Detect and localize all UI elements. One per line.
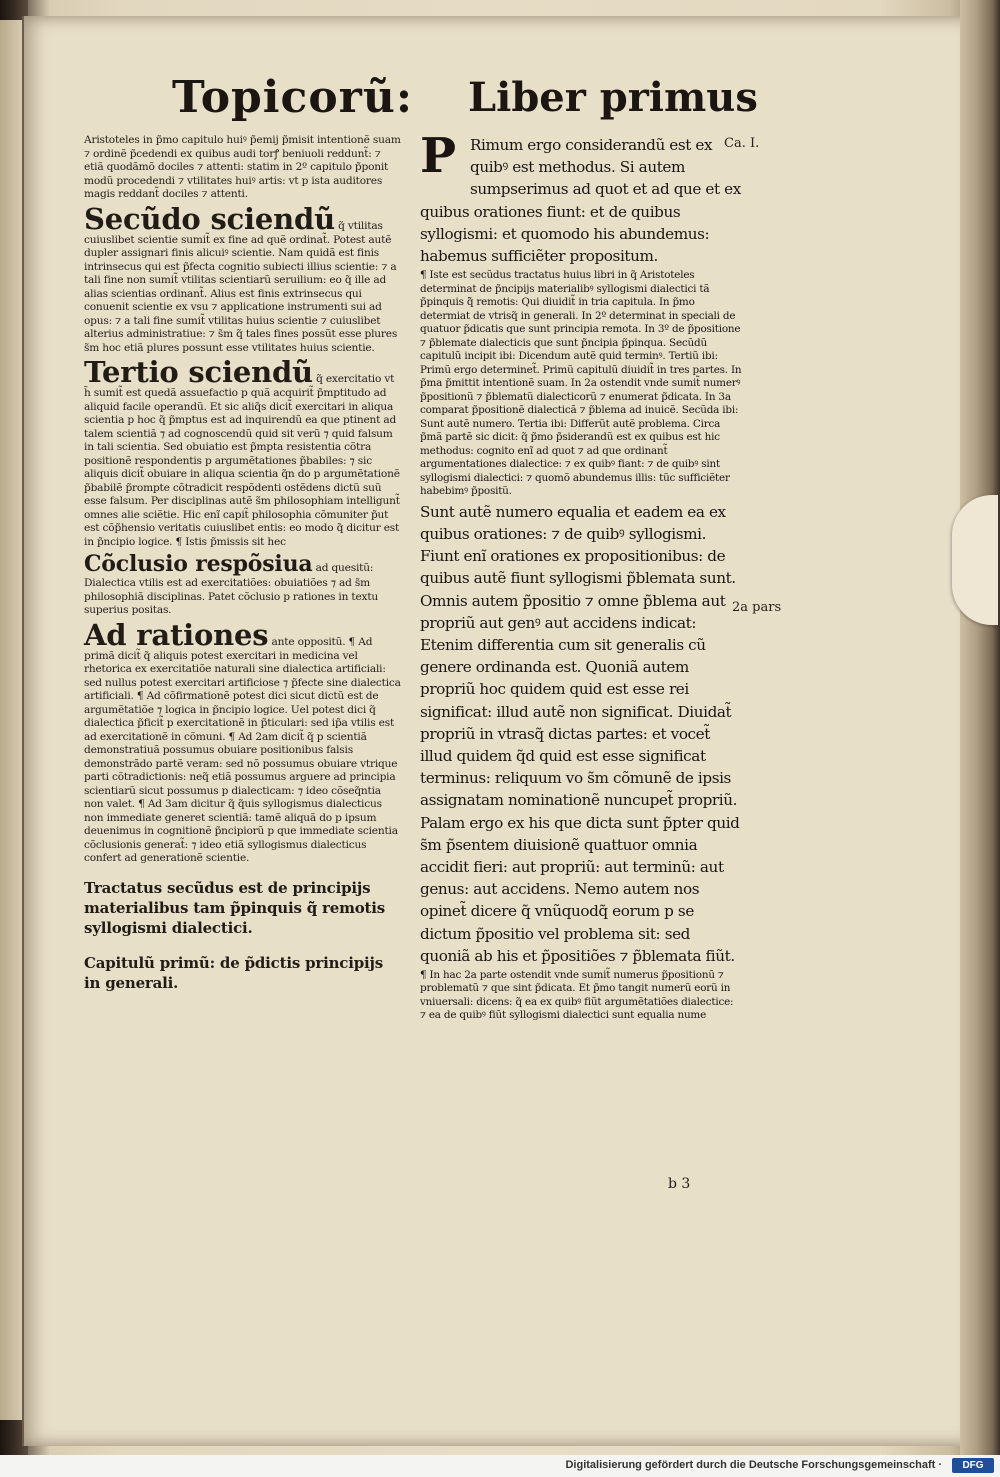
dfg-logo: DFG [952,1458,994,1473]
capitulum-heading: Capitulũ primũ: de p̃dictis principijs in generali. [84,953,383,992]
commentary-column [84,134,402,1008]
section-conclusio [84,551,402,618]
tractatus-heading: Tractatus secũdus est de principijs materialibus tam p̃pinquis q̃̃ remotis syllogismi dialectici. [84,878,386,937]
intro-paragraph: Aristoteles in p̃mo capitulo huiꝰ p̃emij p̃misit intentionẽ suam ⁊ ordinẽ p̃cedendi ex quibus audi torꝭ beniuoli reddunt̃: ⁊ etiã quodãmõ dociles ⁊ attenti: statim in 2º capitulo p̃ponit modũ procedendi ⁊ vtilitates huiꝰ artis: vt p ista auditores magis reddant̃ dociles ⁊ attenti. [84,134,401,200]
margin-pars-note: 2a pars [732,600,782,615]
rationes-text: ante oppositũ. ¶ Ad primã dicit̃ q̃ aliquis potest exercitari in medicina vel rhetorica ex exercitatiõe naturali sine dialectica artificiali: sed nullus potest exercitari artificiose ⁊ p̃fecte sine dialectica artificiali. ¶ Ad cõfirmationẽ potest dici sicut dictũ est de argumẽtatiõe ⁊ logica in p̃ncipio logice. Uel potest dici q̃ dialectica p̃ficit̃ p exercitationẽ in p̃ticulari: sed ip̃a vtilis est ad exercitationẽ in cõmuni. ¶ Ad 2am dicit̃ q̃ p scientiã demonstratiuã possumus obuiare positionibus falsis demonstrãdo partẽ veram: sed nõ possumus obuiare vtrique parti cõtradictionis: neq̃ etiã possumus arguere ad principia scientiarũ sicut possumus p dialecticam: ⁊ ideo cõseq̃ntia non valet. ¶ Ad 3am dicitur q̃ q̃uis syllogismus dialecticus non immediate generet scientiã: tamẽ aliquã do p ipsum deuenimus in cognitionẽ p̃ncipiorũ p que immediate scientia cõclusionis generat̃: ⁊ ideo etiã syllogismus dialecticus confert ad generationẽ scientie. [84,635,401,864]
section-rationes [84,617,402,866]
section-tertio [84,357,402,549]
main-text-b: Sunt autẽ numero equalia et eadem ea ex quibus orationes: ⁊ de quibꝰ syllogismi. Fiunt enĩ orationes ex propositionibus: de quibus autẽ fiunt syllogismi p̃blemata sunt. Omnis autem p̃positio ⁊ omne p̃blema aut propriũ aut genꝰ aut accidens indicat: Etenim differentia cum sit generalis cũ genere ordinanda est. Quoniã autem propriũ hoc quidem quid est esse rei significat: illud autẽ non significat. Diuidat̃ propriũ in vtrasq̃ dictas partes: et vocet̃ illud quidem q̃d quid est esse significat terminus: reliquum vo s̃m cõmunẽ de ipsis assignatam nominationẽ nuncupet̃ propriũ. Palam ergo ex his que dicta sunt p̃pter quid s̃m p̃sentem diuisionẽ quattuor omnia accidit fieri: aut propriũ: aut terminũ: aut genus: aut accidens. Nemo autem nos opinet̃ dicere q̃ vnũquodq̃ eorum p se dictum p̃positio vel problema sit: sed quoniã ab his et p̃positiões ⁊ p̃blemata fiũt. [420,502,740,965]
footer-bar [0,1455,1000,1477]
footer-credit: Digitalisierung gefördert durch die Deutsche Forschungsgemeinschaft · [565,1459,942,1471]
page-fore-edge [960,0,1000,1455]
drop-initial: P [420,128,456,184]
heading-secundo: Secũdo sciendũ [84,201,335,236]
signature-mark: b 3 [668,1176,691,1192]
tertio-text: q̃ exercitatio vt h̃ sumit̃ est quedã assuefactio p quã acquirit̃ p̃mptitudo ad aliquid facile operandũ. Et sic aliq̃s dicit̃ exercitari in aliqua scientia p hoc q̃ p̃mptus est ad inquirendũ ea que ptinent ad talem scientiã ⁊ ad cognoscendũ quid sit verũ ⁊ quid falsum in tali scientia. Sed obuiatio est p̃mpta resistentia cõtra positionẽ respondentis p argumẽtationes p̃babiles: ⁊ sic aliquis dicit̃ obuiare in aliqua scientia q̃n do p argumẽtationẽ p̃babilẽ p̃rompte cõtradicit respõdenti ostẽdens dictũ suũ esse falsum. Per disciplinas autẽ s̃m philosophiam intelligunt̃ omnes alie sciẽtie. Hic enĩ capit̃ philosophia cõmuniter p̃ut est cõp̃hensio veritatis cuiuslibet entis: eo modo q̃ dicitur est in p̃ncipio logice. ¶ Istis p̃missis sit hec [84,373,400,548]
main-text-column [420,128,742,1025]
running-head-left: Topicorũ: [172,72,414,123]
margin-chapter-note: Ca. I. [724,136,760,151]
main-text-a: Rimum ergo considerandũ est ex quibꝰ est methodus. Si autem sumpserimus ad quot et ad que et ex quibus orationes fiunt: et de quibus syllogismi: et quomodo his abundemus: habemus sufficiẽter propositum. [420,136,741,266]
heading-tertio: Tertio sciendũ [84,355,313,389]
heading-conclusio: Cõclusio respõsiua [84,551,313,577]
previous-page-edge [0,20,23,1420]
commentary-a: ¶ Iste est secũdus tractatus huius libri in q̃ Aristoteles determinat de p̃ncipijs materialibꝰ syllogismi dialectici tã p̃pinquis q̃̃ remotis: Qui diuidit̃ in tria capitula. In p̃mo determiat de vtrisq̃ in generali. In 2º determinat in speciali de quatuor p̃dicatis que sunt principia remota. In 3º de p̃positione ⁊ p̃blemate dialecticis que sunt p̃ncipia p̃pinqua. Secũdũ capitulũ incipit ibi: Dicendum autẽ quid terminꝰ. Tertiũ ibi: Primũ ergo determinet̃. Primũ capitulũ diuidit̃ in tres partes. In p̃ma p̃mittit intentionẽ suam. In 2a ostendit vnde sumit̃ numerꝰ p̃positionũ ⁊ p̃blematũ dialecticorũ ⁊ enumerat p̃dicata. In 3a comparat p̃positionẽ dialecticã ⁊ p̃blema ad inuicẽ. Secũda ibi: Sunt autẽ numero. Tertia ibi: Differũt autẽ problema. Circa p̃mã partẽ sic dicit: q̃ p̃mo p̃siderandũ est ex quibus est hic methodus: cognito enĩ ad quot ⁊ ad que ordinant̃ argumentationes dialectice: ⁊ ex quibꝰ fiant: ⁊ de quibꝰ sint syllogismi dialectici: ⁊ quomõ abundemus illis: tũc sufficiẽter habebimꝰ p̃positũ. [420,269,742,498]
conclusio-text: ad quesitũ: Dialectica vtilis est ad exercitatiões: obuiatiões ⁊ ad s̃m philosophiã disciplinas. Patet cõclusio p rationes in textu superius positas. [84,562,378,616]
secundo-text: q̃ vtilitas cuiuslibet scientie sumit̃ ex fine ad quẽ ordinat̃. Potest autẽ dupler assignari finis alicuiꝰ scientie. Nam quidã est finis intrinsecus qui est p̃fecta cognitio subiecti illius scientie: ⁊ a tali fine non sumit̃ vtilitas scientiarũ seruilium: eo q̃ ille ad alias scientias ordinant̃. Alius est finis extrinsecus qui conuenit scientie ex vsu ⁊ applicatione instrumenti sui ad opus: ⁊ a tali fine sumit̃ vtilitas huius scientie ⁊ cuiuslibet alterius administratiue: ⁊ s̃m q̃ tales fines possũt esse plures s̃m hoc etiã plures possunt esse vtilitates huius scientie. [84,219,398,354]
section-secundo [84,201,402,356]
heading-rationes: Ad rationes [84,617,269,652]
running-head-right: Liber primus [468,74,758,121]
commentary-b: ¶ In hac 2a parte ostendit vnde sumit̃ numerus p̃positionũ ⁊ problematũ ⁊ que sint p̃dicata. Et p̃mo tangit numerũ eorũ in vniuersali: dicens: q̃ ea ex quibꝰ fiũt argumẽtatiões dialectice: ⁊ ea de quibꝰ fiũt syllogismi dialectici sunt equalia nume [420,968,734,1022]
page-tab-marker [952,495,998,625]
